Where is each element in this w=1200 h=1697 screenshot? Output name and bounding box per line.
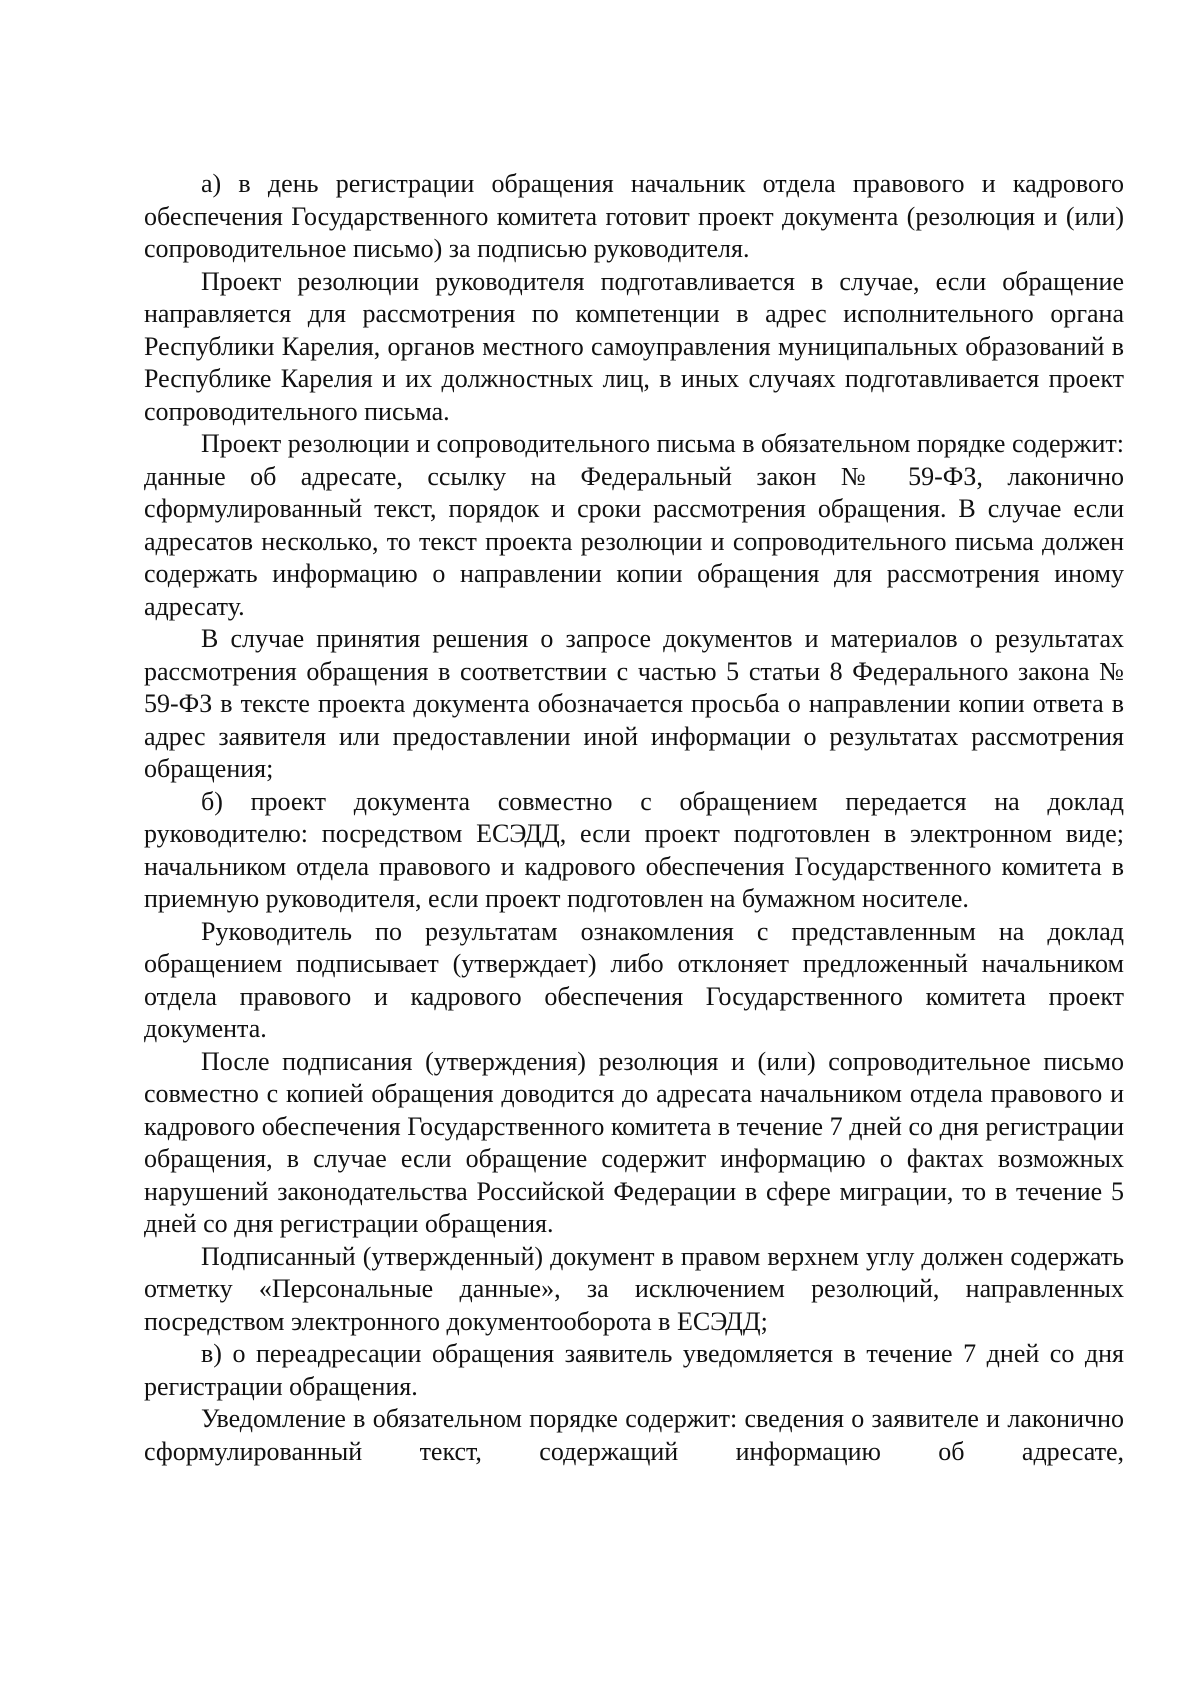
paragraph-notification-contents: Уведомление в обязательном порядке содержит: сведения о заявителе и лаконично сформулированный текст, содержащий информацию об адресате, <box>144 1404 1124 1466</box>
paragraph-c-redirect-notice: в) о переадресации обращения заявитель уведомляется в течение 7 дней со дня регистрации обращения. <box>144 1339 1124 1401</box>
paragraph-personal-data-mark: Подписанный (утвержденный) документ в правом верхнем углу должен содержать отметку «Персональные данные», за исключением резолюций, направленных посредством электронного документооборота в ЕСЭДД; <box>144 1241 1124 1336</box>
paragraph-after-signing: После подписания (утверждения) резолюция и (или) сопроводительное письмо совместно с копией обращения доводится до адресата начальником отдела правового и кадрового обеспечения Государственного комитета в течение 7 дней со дня регистрации обращения, в случае если обращение содержит информацию о фактах возможных нарушений законодательства Российской Федерации в сфере миграции, то в течение 5 дней со дня регистрации обращения. <box>144 1046 1124 1238</box>
paragraph-draft-contents: Проект резолюции и сопроводительного письма в обязательном порядке содержит: данные об адресате, ссылку на Федеральный закон № 59-ФЗ, лаконично сформулированный текст, порядок и сроки рассмотрения обращения. В случае если адресатов несколько, то текст проекта резолюции и сопроводительного письма должен содержать информацию о направлении копии обращения для рассмотрения иному адресату. <box>144 429 1124 621</box>
paragraph-resolution-draft: Проект резолюции руководителя подготавливается в случае, если обращение направляется для рассмотрения по компетенции в адрес исполнительного органа Республики Карелия, органов местного самоуправления муниципальных образований в Республике Карелия и их должностных лиц, в иных случаях подготавливается проект сопроводительного письма. <box>144 266 1124 426</box>
paragraph-head-decision: Руководитель по результатам ознакомления с представленным на доклад обращением подписывает (утверждает) либо отклоняет предложенный начальником отдела правового и кадрового обеспечения Государственного комитета проект документа. <box>144 916 1124 1043</box>
document-page <box>144 168 1124 1468</box>
paragraph-b-report-to-head: б) проект документа совместно с обращением передается на доклад руководителю: посредством ЕСЭДД, если проект подготовлен в электронном виде; начальником отдела правового и кадрового обеспечения Государственного комитета в приемную руководителя, если проект подготовлен на бумажном носителе. <box>144 786 1124 913</box>
paragraph-a-registration-day: а) в день регистрации обращения начальник отдела правового и кадрового обеспечения Государственного комитета готовит проект документа (резолюция и (или) сопроводительное письмо) за подписью руководителя. <box>144 169 1124 263</box>
paragraph-request-documents: В случае принятия решения о запросе документов и материалов о результатах рассмотрения обращения в соответствии с частью 5 статьи 8 Федерального закона № 59-ФЗ в тексте проекта документа обозначается просьба о направлении копии ответа в адрес заявителя или предоставлении иной информации о результатах рассмотрения обращения; <box>144 624 1124 783</box>
